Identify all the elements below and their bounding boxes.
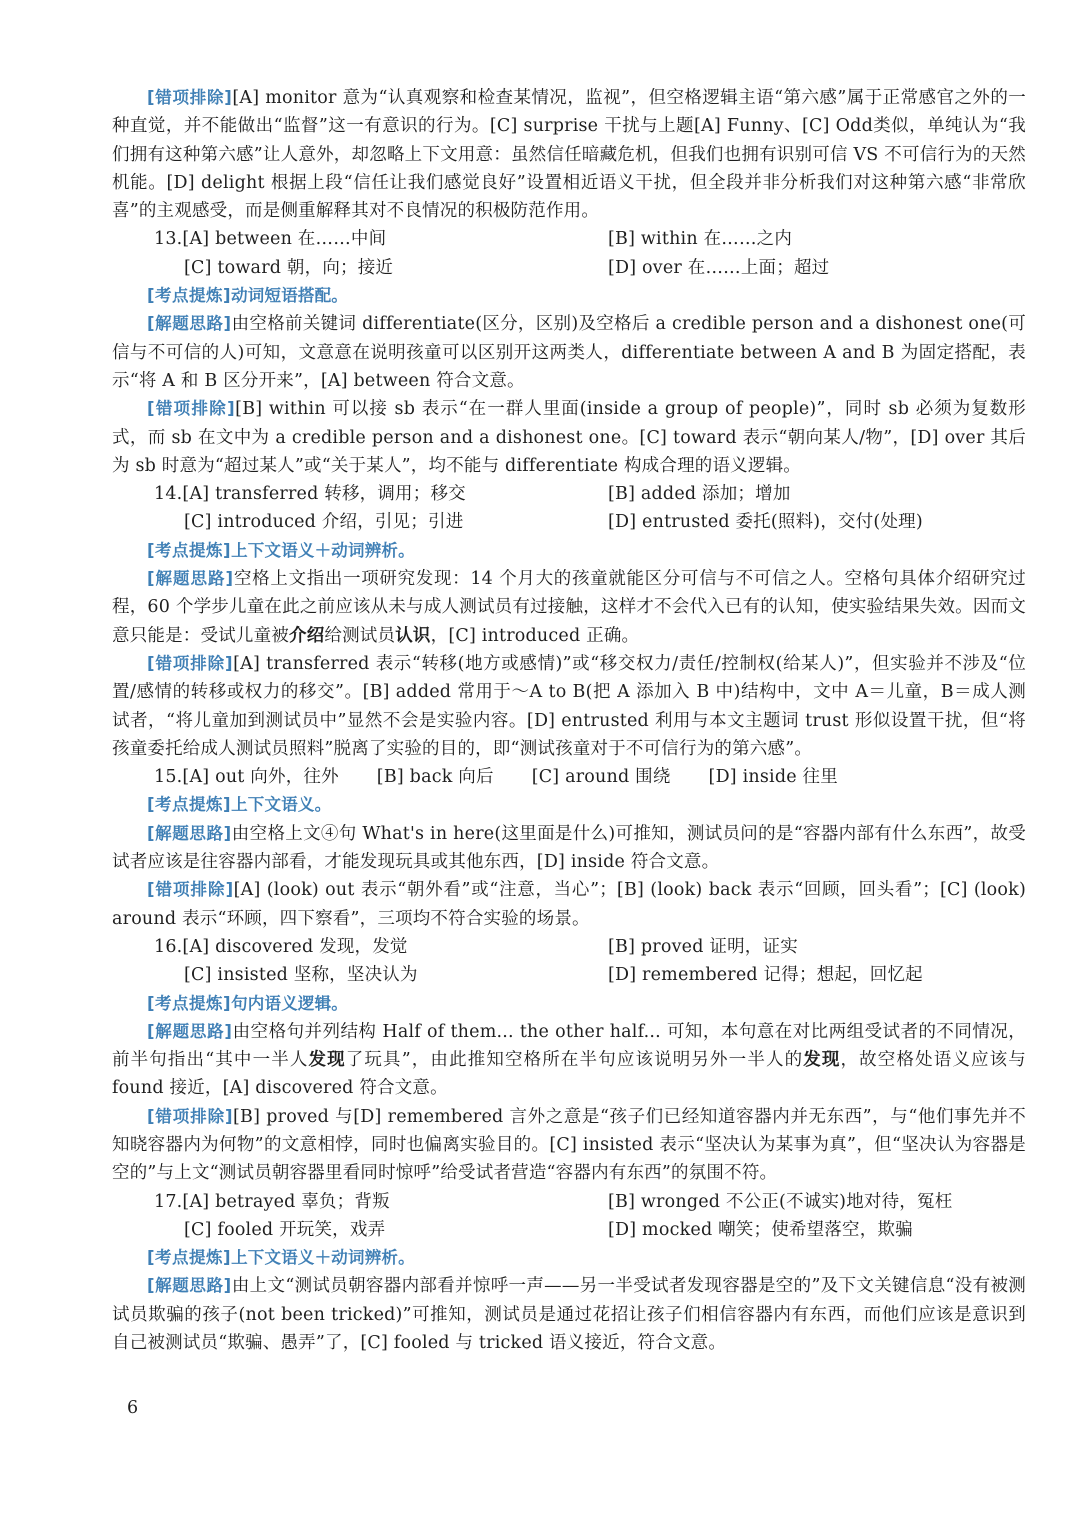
key-point-paragraph [112, 990, 1026, 1018]
option-d: [D] remembered 记得；想起，回忆起 [608, 965, 923, 986]
paragraph-text: [A] transferred 表示“转移(地方或感情)”或“移交权力/责任/控制权(给某人)”，但实验并不涉及“位置/感情的转移或权力的移交”。[B] added 常用于～A to B(把 A 添加入 B 中)结构中，文中 A＝儿童，B＝成人测试者，“将儿童加到测试员中”显然不会是实验内容。[D] entrusted 利用与本文主题词 trust 形似设置干扰，但“将孩童委托给成人测试员照料”脱离了实验的目的，即“测试孩童对于不可信行为的第六感”。 [112, 653, 1026, 759]
error-exclusion-paragraph [112, 1103, 1026, 1188]
option-d: [D] mocked 嘲笑；使希望落空，欺骗 [608, 1219, 913, 1240]
error-label: [错项排除] [147, 653, 234, 673]
point-label: [考点提炼] [147, 286, 232, 306]
solution-idea-paragraph [112, 1018, 1026, 1103]
option-a: 14.[A] transferred 转移，调用；移交 [154, 484, 466, 505]
options-row [112, 254, 1026, 282]
options-row [112, 508, 1026, 536]
paragraph-text: 空格上文指出一项研究发现：14 个月大的孩童就能区分可信与不可信之人。空格句具体介绍研究过程，60 个学步儿童在此之前应该从未与成人测试员有过接触，这样才不会代入已有的认知，使实验结果失效。因而文意只能是：受试儿童被 [112, 569, 1027, 646]
key-point-text: 上下文语义。 [231, 795, 332, 815]
paragraph-text: [B] within 可以接 sb 表示“在一群人里面(inside a group of people)”，同时 sb 必须为复数形式，而 sb 在文中为 a credible person and a dishonest one。[C] toward 表示“朝向某人/物”，[D] over 其后为 sb 时意为“超过某人”或“关于某人”，均不能与 differentiate 构成合理的语义逻辑。 [112, 399, 1026, 476]
paragraph-text: 由上文“测试员朝容器内部看并惊呼一声——另一半受试者发现容器是空的”及下文关键信息“没有被测试员欺骗的孩子(not been tricked)”可推知，测试员是通过花招让孩子们相信容器内有东西，而他们应该是意识到自己被测试员“欺骗、愚弄”了，[C] fooled 与 tricked 语义接近，符合文意。 [112, 1276, 1026, 1354]
option-b: [B] within 在……之内 [608, 229, 793, 250]
options-row [112, 1216, 1026, 1244]
paragraph-text: 给测试员 [324, 625, 396, 646]
option-a: 15.[A] out 向外，往外 [154, 767, 339, 788]
option-c: [C] fooled 开玩笑，戏弄 [184, 1219, 386, 1240]
point-label: [考点提炼] [147, 795, 232, 815]
solution-idea-paragraph [112, 565, 1026, 650]
error-label: [错项排除] [147, 399, 236, 419]
paragraph-text: [B] proved 与[D] remembered 言外之意是“孩子们已经知道容器内并无东西”，与“他们事先并不知晓容器内为何物”的文意相悖，同时也偏离实验目的。[C] insisted 表示“坚决认为某事为真”，但“坚决认为容器是空的”与上文“测试员朝容器里看同时惊呼”给受试者营造“容器内有东西”的氛围不符。 [112, 1106, 1026, 1184]
options-row [112, 961, 1026, 989]
paragraph-text: [A] (look) out 表示“朝外看”或“注意，当心”；[B] (look) back 表示“回顾，回头看”；[C] (look) around 表示“环顾，四下察看”，三项均不符合实验的场景。 [112, 880, 1026, 929]
key-point-text: 上下文语义＋动词辨析。 [231, 1248, 415, 1268]
options-row [112, 1188, 1026, 1216]
option-d: [D] entrusted 委托(照料)，交付(处理) [608, 512, 923, 533]
idea-label: [解题思路] [147, 1276, 232, 1296]
option-b: [B] wronged 不公正(不诚实)地对待，冤枉 [608, 1191, 953, 1212]
option-c: [C] toward 朝，向；接近 [184, 257, 394, 278]
option-d: [D] over 在……上面；超过 [608, 257, 830, 278]
option-a: 16.[A] discovered 发现，发觉 [154, 936, 408, 957]
option-b: [B] back 向后 [376, 767, 494, 788]
key-point-paragraph [112, 791, 1026, 819]
paragraph-text: 由空格上文④句 What's in here(这里面是什么)可推知，测试员问的是“容器内部有什么东西”，故受试者应该是往容器内部看，才能发现玩具或其他东西，[D] inside 符合文意。 [112, 823, 1026, 873]
key-point-paragraph [112, 1244, 1026, 1272]
key-point-paragraph [112, 282, 1026, 310]
error-exclusion-paragraph [112, 876, 1026, 933]
error-exclusion-paragraph [112, 84, 1026, 225]
point-label: [考点提炼] [147, 1248, 232, 1268]
options-row [112, 480, 1026, 508]
idea-label: [解题思路] [147, 823, 232, 843]
paragraph-text: 由空格前关键词 differentiate(区分，区别)及空格后 a credible person and a dishonest one(可信与不可信的人)可知，文意意在说明孩童可以区别开这两类人，differentiate between A and B 为固定搭配，表示“将 A 和 B 区分开来”，[A] between 符合文意。 [112, 314, 1026, 391]
solution-idea-paragraph [112, 1272, 1026, 1357]
paragraph-text: [A] monitor 意为“认真观察和检查某情况，监视”，但空格逻辑主语“第六感”属于正常感官之外的一种直觉，并不能做出“监督”这一有意识的行为。[C] surprise 干扰与上题[A] Funny、[C] Odd类似，单纯认为“我们拥有这种第六感”让人意外，却忽略上下文用意：虽然信任暗藏危机，但我们也拥有识别可信 VS 不可信行为的天然机能。[D] delight 根据上段“信任让我们感觉良好”设置相近语义干扰，但全段并非分析我们对这种第六感“非常欣喜”的主观感受，而是侧重解释其对不良情况的积极防范作用。 [112, 88, 1026, 222]
idea-label: [解题思路] [147, 569, 234, 589]
key-point-text: 上下文语义＋动词辨析。 [231, 540, 415, 560]
paragraph-text: 了玩具”，由此推知空格所在半句应该说明另外一半人的 [345, 1050, 804, 1071]
key-point-paragraph [112, 537, 1026, 565]
solution-idea-paragraph [112, 820, 1026, 877]
error-exclusion-paragraph [112, 650, 1026, 763]
solution-idea-paragraph [112, 310, 1026, 395]
point-label: [考点提炼] [147, 993, 232, 1013]
option-b: [B] added 添加；增加 [608, 484, 791, 505]
error-label: [错项排除] [147, 1106, 233, 1126]
error-label: [错项排除] [147, 880, 234, 900]
idea-label: [解题思路] [147, 1021, 233, 1041]
paragraph-text: ，[C] introduced 正确。 [430, 625, 640, 646]
option-a: 13.[A] between 在……中间 [154, 229, 387, 250]
option-a: 17.[A] betrayed 辜负；背叛 [154, 1191, 390, 1212]
error-label: [错项排除] [147, 88, 233, 107]
paragraph-text: 由空格句并列结构 Half of them... the other half... 可知，本句意在对比两组受试者的不同情况，前半句指出“其中一半人 [112, 1021, 1026, 1071]
option-c: [C] insisted 坚称，坚决认为 [184, 965, 418, 986]
option-c: [C] introduced 介绍，引见；引进 [184, 512, 464, 533]
idea-label: [解题思路] [147, 314, 232, 334]
point-label: [考点提炼] [147, 540, 232, 560]
error-exclusion-paragraph [112, 395, 1026, 480]
emphasis-text: 发现 [308, 1050, 346, 1071]
options-row [112, 933, 1026, 961]
page-number: 6 [127, 1398, 139, 1418]
option-b: [B] proved 证明，证实 [608, 936, 798, 957]
options-row [112, 763, 1026, 791]
key-point-text: 句内语义逻辑。 [231, 993, 348, 1013]
options-row [112, 225, 1026, 253]
emphasis-text: 介绍 [289, 625, 325, 646]
emphasis-text: 认识 [395, 625, 431, 646]
option-c: [C] around 围绕 [531, 767, 671, 788]
emphasis-text: 发现 [803, 1050, 841, 1071]
key-point-text: 动词短语搭配。 [231, 286, 348, 306]
option-d: [D] inside 往里 [708, 767, 838, 788]
paragraph-text: ，故空格处语义应该与 found 接近，[A] discovered 符合文意。 [112, 1050, 1026, 1099]
